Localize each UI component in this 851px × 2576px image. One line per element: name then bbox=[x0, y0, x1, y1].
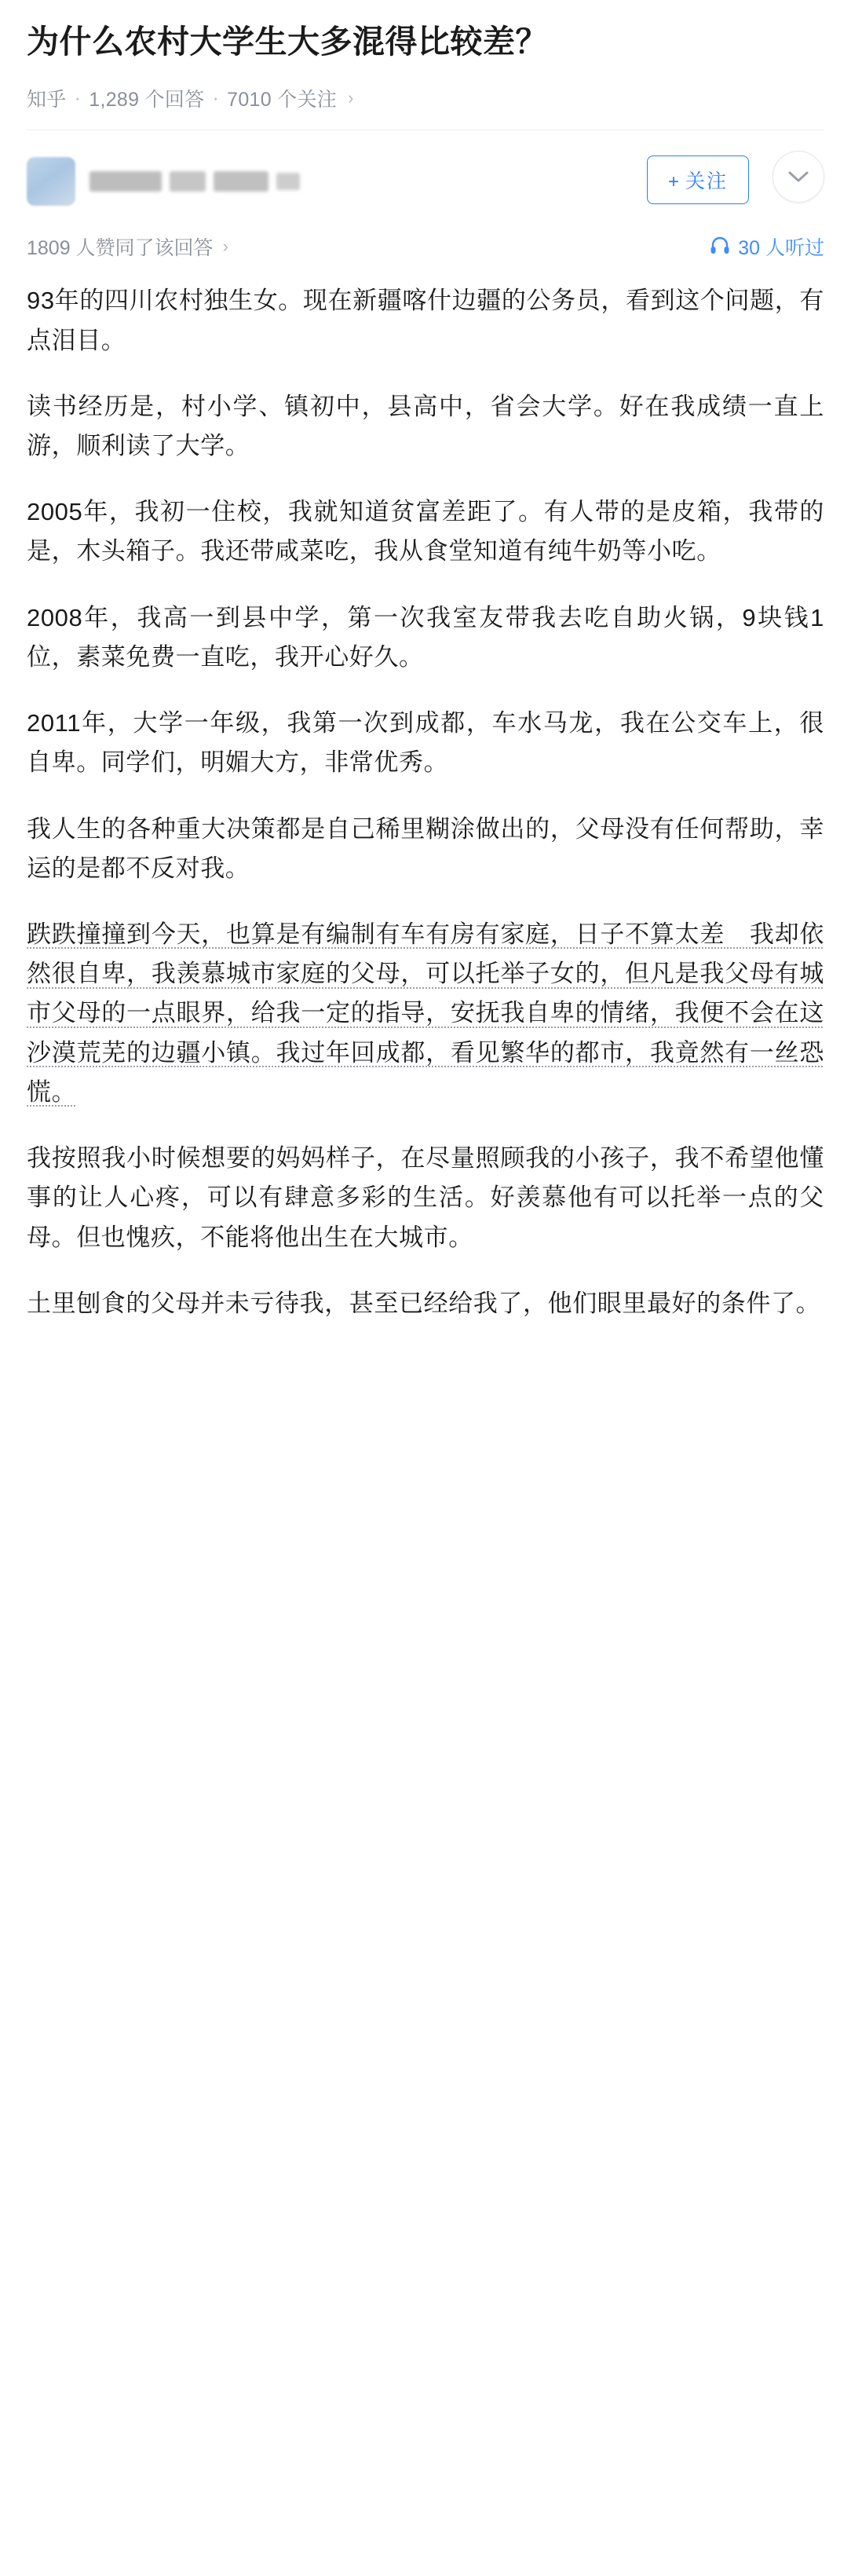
answer-paragraph: 土里刨食的父母并未亏待我，甚至已经给我了，他们眼里最好的条件了。 bbox=[27, 1289, 821, 1317]
blur-segment bbox=[276, 173, 300, 190]
blur-segment bbox=[170, 171, 206, 192]
chevron-down-icon bbox=[788, 170, 809, 183]
answer-paragraph-highlighted: 跌跌撞撞到今天，也算是有编制有车有房有家庭，日子不算太差 我却依然很自卑，我羡慕城市家庭的父母，可以托举子女的，但凡是我父母有城市父母的一点眼界，给我一定的指导，安抚我自卑的情绪，我便不会在这沙漠荒芜的边疆小镇。我过年回成都，看见繁华的都市，我竟然有一丝恐慌。 bbox=[27, 920, 824, 1106]
source-label: 知乎 bbox=[27, 89, 67, 112]
follow-button-label: 关注 bbox=[685, 170, 728, 193]
author-row bbox=[27, 151, 824, 212]
plus-icon: + bbox=[667, 171, 681, 193]
follow-button[interactable] bbox=[647, 156, 749, 204]
answer-paragraph: 我按照我小时候想要的妈妈样子，在尽量照顾我的小孩子，我不希望他懂事的让人心疼，可以有肆意多彩的生活。好羡慕他有可以托举一点的父母。但也愧疚，不能将他出生在大城市。 bbox=[27, 1144, 824, 1251]
answer-paragraph: 我人生的各种重大决策都是自己稀里糊涂做出的，父母没有任何帮助，幸运的是都不反对我。 bbox=[27, 814, 824, 882]
meta-dot-1: · bbox=[74, 86, 82, 109]
answers-count: 1,289 个回答 bbox=[89, 89, 205, 112]
answer-body bbox=[27, 281, 824, 1355]
answer-paragraph: 2008年，我高一到县中学，第一次我室友带我去吃自助火锅，9块钱1位，素菜免费一直吃，我开心好久。 bbox=[27, 603, 824, 671]
collapse-button[interactable] bbox=[772, 151, 824, 203]
headphone-icon bbox=[710, 236, 730, 258]
answer-paragraph: 读书经历是，村小学、镇初中，县高中，省会大学。好在我成绩一直上游，顺利读了大学。 bbox=[27, 392, 824, 459]
author-name-blurred[interactable] bbox=[89, 171, 300, 192]
question-meta bbox=[27, 84, 824, 112]
answer-paragraph: 93年的四川农村独生女。现在新疆喀什边疆的公务员，看到这个问题，有点泪目。 bbox=[27, 287, 824, 354]
blur-segment bbox=[89, 171, 162, 192]
vote-count-label[interactable]: 1809 人赞同了该回答 bbox=[27, 237, 214, 260]
followers-count: 7010 个关注 bbox=[227, 89, 338, 112]
listen-button[interactable] bbox=[710, 232, 824, 261]
answer-paragraph: 2005年，我初一住校，我就知道贫富差距了。有人带的是皮箱，我带的是，木头箱子。我还带咸菜吃，我从食堂知道有纯牛奶等小吃。 bbox=[27, 498, 824, 565]
listen-label: 30 人听过 bbox=[738, 237, 824, 260]
answer-paragraph: 2011年，大学一年级，我第一次到成都，车水马龙，我在公交车上，很自卑。同学们，明媚大方，非常优秀。 bbox=[27, 709, 824, 777]
chevron-right-icon[interactable]: › bbox=[348, 88, 354, 108]
blur-segment bbox=[214, 171, 268, 192]
meta-dot-2: · bbox=[212, 86, 220, 109]
page-title: 为什么农村大学生大多混得比较差？ bbox=[27, 24, 548, 60]
avatar[interactable] bbox=[27, 157, 75, 206]
chevron-right-icon[interactable]: › bbox=[222, 236, 228, 257]
vote-row bbox=[27, 232, 824, 261]
